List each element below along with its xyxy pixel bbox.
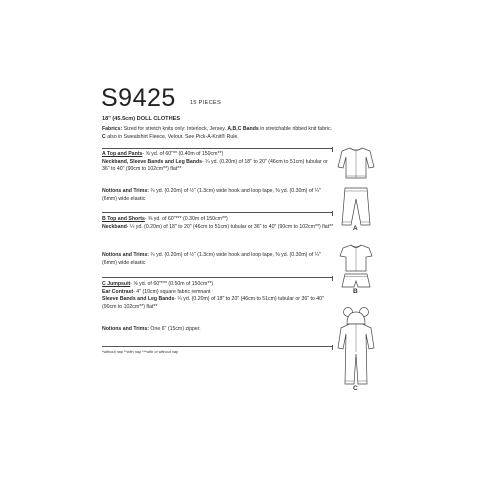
fabrics-text: Sized for stretch knits only: Interlock, Jersey. [122, 126, 228, 132]
fabrics-abc-bands: A,B,C Bands [227, 126, 259, 132]
view-c-materials [102, 281, 334, 311]
view-a-notions-label: Notions and Trims: [102, 188, 149, 194]
view-c-bands-text: - ¼ yd. (0.20m) of 18" to 20" (46cm to 51cm) tubular or 36" to 40" (90cm to 102cm**) flat** [102, 296, 324, 310]
view-b-shorts-illustration [340, 273, 372, 289]
piece-count: 15 PIECES [190, 100, 221, 106]
view-c-figure-label: C [353, 385, 358, 392]
nap-footnote: *without nap **with nap ***with or without nap [102, 350, 179, 354]
fabrics-c: C [102, 133, 106, 140]
fabrics-paragraph [102, 126, 334, 141]
view-c-yardage: - ⅝ yd. of 60"*** (0.50m of 150cm**) [130, 281, 214, 287]
fabrics-label: Fabrics: [102, 126, 123, 132]
pattern-number: S9425 [101, 84, 176, 112]
pattern-subtitle: 18" (45.5cm) DOLL CLOTHES [102, 116, 181, 122]
view-b-top-illustration [338, 243, 374, 273]
view-c-title: C Jumpsuit [102, 281, 131, 287]
view-a-bands-label: Neckband, Sleeve Bands and Leg Bands [102, 158, 203, 165]
section-divider-1 [102, 148, 332, 149]
section-divider-4 [102, 346, 332, 347]
view-a-figure-label: A [353, 225, 358, 232]
view-c-jumpsuit-illustration [336, 306, 376, 388]
view-c-ear-text: - 4" (10cm) square fabric remnant [133, 288, 211, 295]
view-c-notions-label: Notions and Trims: [102, 326, 149, 332]
view-b-figure-label: B [353, 288, 358, 295]
section-divider-3 [102, 277, 332, 278]
view-a-notions [102, 188, 334, 203]
view-a-notions-text: ¼ yd. (0.20m) of ½" (1.3cm) wide hook and loop tape, ⅜ yd. (0.30m) of ¼" (6mm) wide elastic [102, 188, 321, 202]
view-a-pants-illustration [339, 187, 373, 227]
view-b-yardage: - ⅜ yd. of 60"*** (0.30m of 150cm**) [144, 216, 228, 222]
view-c-notions-text: One 6" (15cm) zipper. [148, 326, 201, 332]
view-c-notions [102, 326, 334, 334]
view-b-notions-text: ¼ yd. (0.20m) of ½" (1.3cm) wide hook and loop tape, ⅜ yd. (0.30m) of ¼" (6mm) wide elastic [102, 252, 321, 266]
view-a-title: A Top and Pants [102, 151, 143, 157]
fabrics-text-2: in stretchable ribbed knit fabric. [258, 126, 332, 132]
view-b-notions-label: Notions and Trims: [102, 252, 149, 258]
view-a-yardage: - ⅝ yd. of 60"** (0.40m of 150cm**) [142, 151, 224, 157]
view-c-bands-label: Sleeve Bands and Leg Bands [102, 296, 175, 303]
view-a-top-illustration [336, 145, 376, 185]
view-b-materials [102, 216, 334, 231]
view-b-bands-text: - ¼ yd. (0.20m) of 18" to 20" (46cm to 51cm) tubular or 36" to 40" (90cm to 102cm**) flat** [126, 223, 334, 230]
view-b-bands-label: Neckband [102, 223, 127, 230]
view-c-ear-label: Ear Contrast [102, 288, 134, 295]
view-b-notions [102, 252, 334, 267]
view-a-bands-text: - ¼ yd. (0.20m) of 18" to 20" (46cm to 51cm) tubular or 36" to 40" (90cm to 102cm**) flat** [102, 158, 328, 173]
fabrics-text-3: also in Sweatshirt Fleece, Velour. See Pick-A-Knit® Rule. [105, 133, 239, 140]
view-a-materials [102, 151, 334, 174]
view-b-title: B Top and Shorts [102, 216, 145, 222]
section-divider-2 [102, 212, 332, 213]
